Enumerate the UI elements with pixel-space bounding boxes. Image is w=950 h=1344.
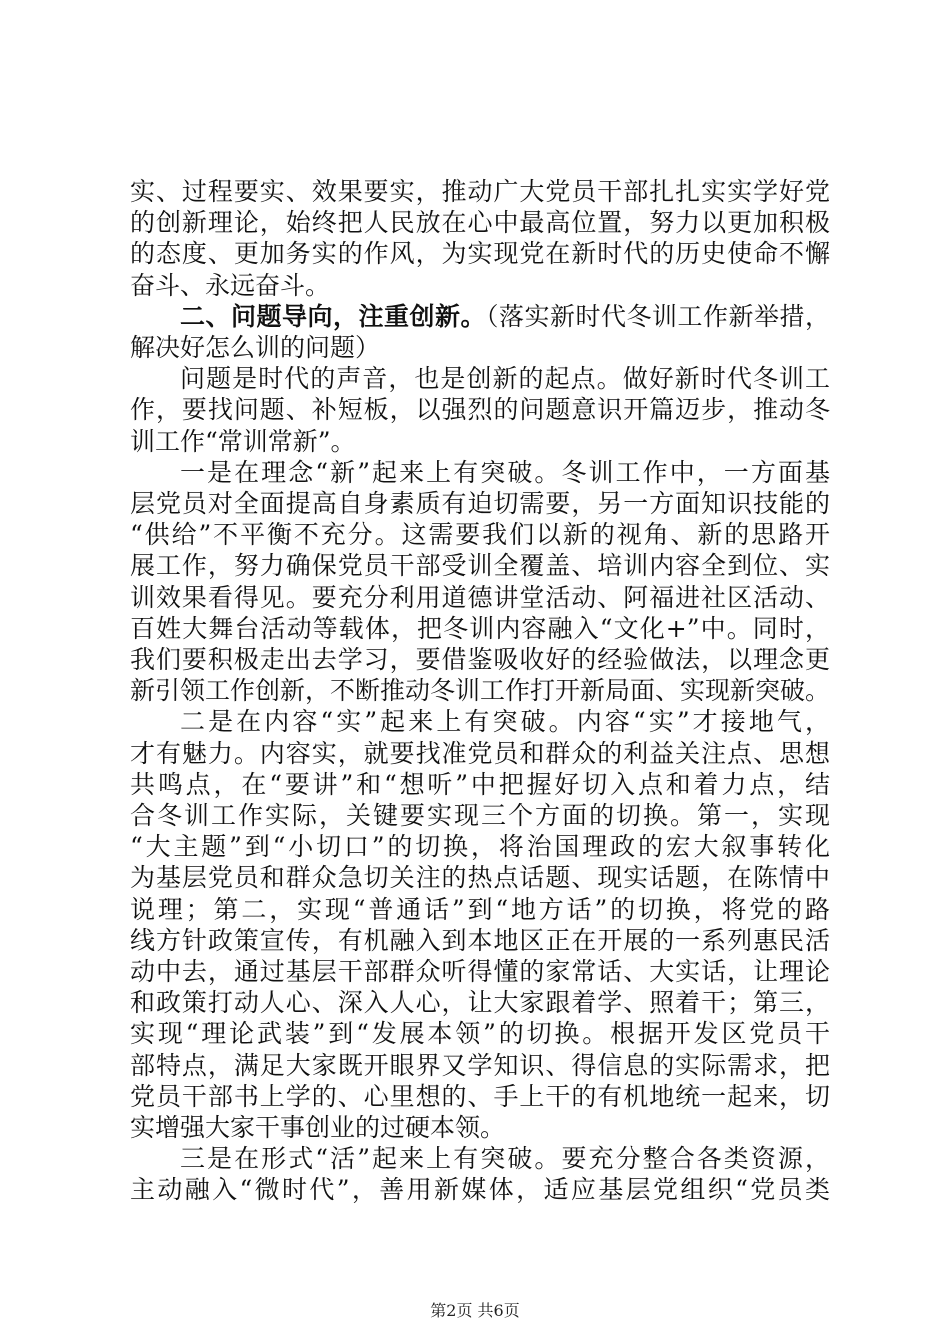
- body-line: 的态度、更加务实的作风，为实现党在新时代的历史使命不懈: [130, 239, 830, 268]
- body-line: 和政策打动人心、深入人心，让大家跟着学、照着干；第三，: [130, 988, 830, 1017]
- body-line: 新引领工作创新，不断推动冬训工作打开新局面、实现新突破。: [130, 676, 830, 705]
- page-number: 第2页 共6页: [430, 1301, 520, 1320]
- body-line: 党员干部书上学的、心里想的、手上干的有机地统一起来，切: [130, 1082, 830, 1111]
- body-line: 为基层党员和群众急切关注的热点话题、现实话题，在陈情中: [130, 863, 830, 892]
- body-line: 层党员对全面提高自身素质有迫切需要，另一方面知识技能的: [130, 489, 830, 518]
- body-line: 百姓大舞台活动等载体，把冬训内容融入“文化+”中。同时，: [130, 614, 830, 643]
- body-line: 实增强大家干事创业的过硬本领。: [130, 1113, 506, 1142]
- paragraph-first-line: 三是在形式“活”起来上有突破。要充分整合各类资源，: [180, 1144, 830, 1173]
- section-heading: [180, 301, 830, 332]
- body-line: 展工作，努力确保党员干部受训全覆盖、培训内容全到位、实: [130, 551, 830, 580]
- body-line: 才有魅力。内容实，就要找准党员和群众的利益关注点、思想: [130, 739, 830, 768]
- body-line: 主动融入“微时代”，善用新媒体，适应基层党组织“党员类: [130, 1175, 830, 1204]
- body-line: 训工作“常训常新”。: [130, 427, 356, 456]
- body-line: 实、过程要实、效果要实，推动广大党员干部扎扎实实学好党: [130, 177, 830, 206]
- body-line: “大主题”到“小切口”的切换，将治国理政的宏大叙事转化: [130, 832, 830, 861]
- body-line: “供给”不平衡不充分。这需要我们以新的视角、新的思路开: [130, 520, 830, 549]
- body-line: 合冬训工作实际，关键要实现三个方面的切换。第一，实现: [130, 801, 830, 830]
- paragraph-first-line: 二是在内容“实”起来上有突破。内容“实”才接地气，: [180, 707, 830, 736]
- body-line: 奋斗、永远奋斗。: [130, 271, 331, 300]
- body-line: 实现“理论武装”到“发展本领”的切换。根据开发区党员干: [130, 1019, 830, 1048]
- body-line: 动中去，通过基层干部群众听得懂的家常话、大实话，让理论: [130, 957, 830, 986]
- body-line: 的创新理论，始终把人民放在心中最高位置，努力以更加积极: [130, 208, 830, 237]
- body-line: 线方针政策宣传，有机融入到本地区正在开展的一系列惠民活: [130, 926, 830, 955]
- body-line: 作，要找问题、补短板，以强烈的问题意识开篇迈步，推动冬: [130, 395, 830, 424]
- body-line: 共鸣点，在“要讲”和“想听”中把握好切入点和着力点，结: [130, 770, 830, 799]
- body-line: 解决好怎么训的问题）: [130, 333, 381, 362]
- section-heading-note: （落实新时代冬训工作新举措，: [486, 302, 830, 331]
- body-line: 说理；第二，实现“普通话”到“地方话”的切换，将党的路: [130, 895, 830, 924]
- body-line: 训效果看得见。要充分利用道德讲堂活动、阿福进社区活动、: [130, 583, 830, 612]
- section-heading-bold: 二、问题导向，注重创新。: [180, 302, 486, 331]
- paragraph-first-line: 一是在理念“新”起来上有突破。冬训工作中，一方面基: [180, 458, 830, 487]
- body-line: 我们要积极走出去学习，要借鉴吸收好的经验做法，以理念更: [130, 645, 830, 674]
- body-line: 部特点，满足大家既开眼界又学知识、得信息的实际需求，把: [130, 1051, 830, 1080]
- paragraph-first-line: 问题是时代的声音，也是创新的起点。做好新时代冬训工: [180, 364, 830, 393]
